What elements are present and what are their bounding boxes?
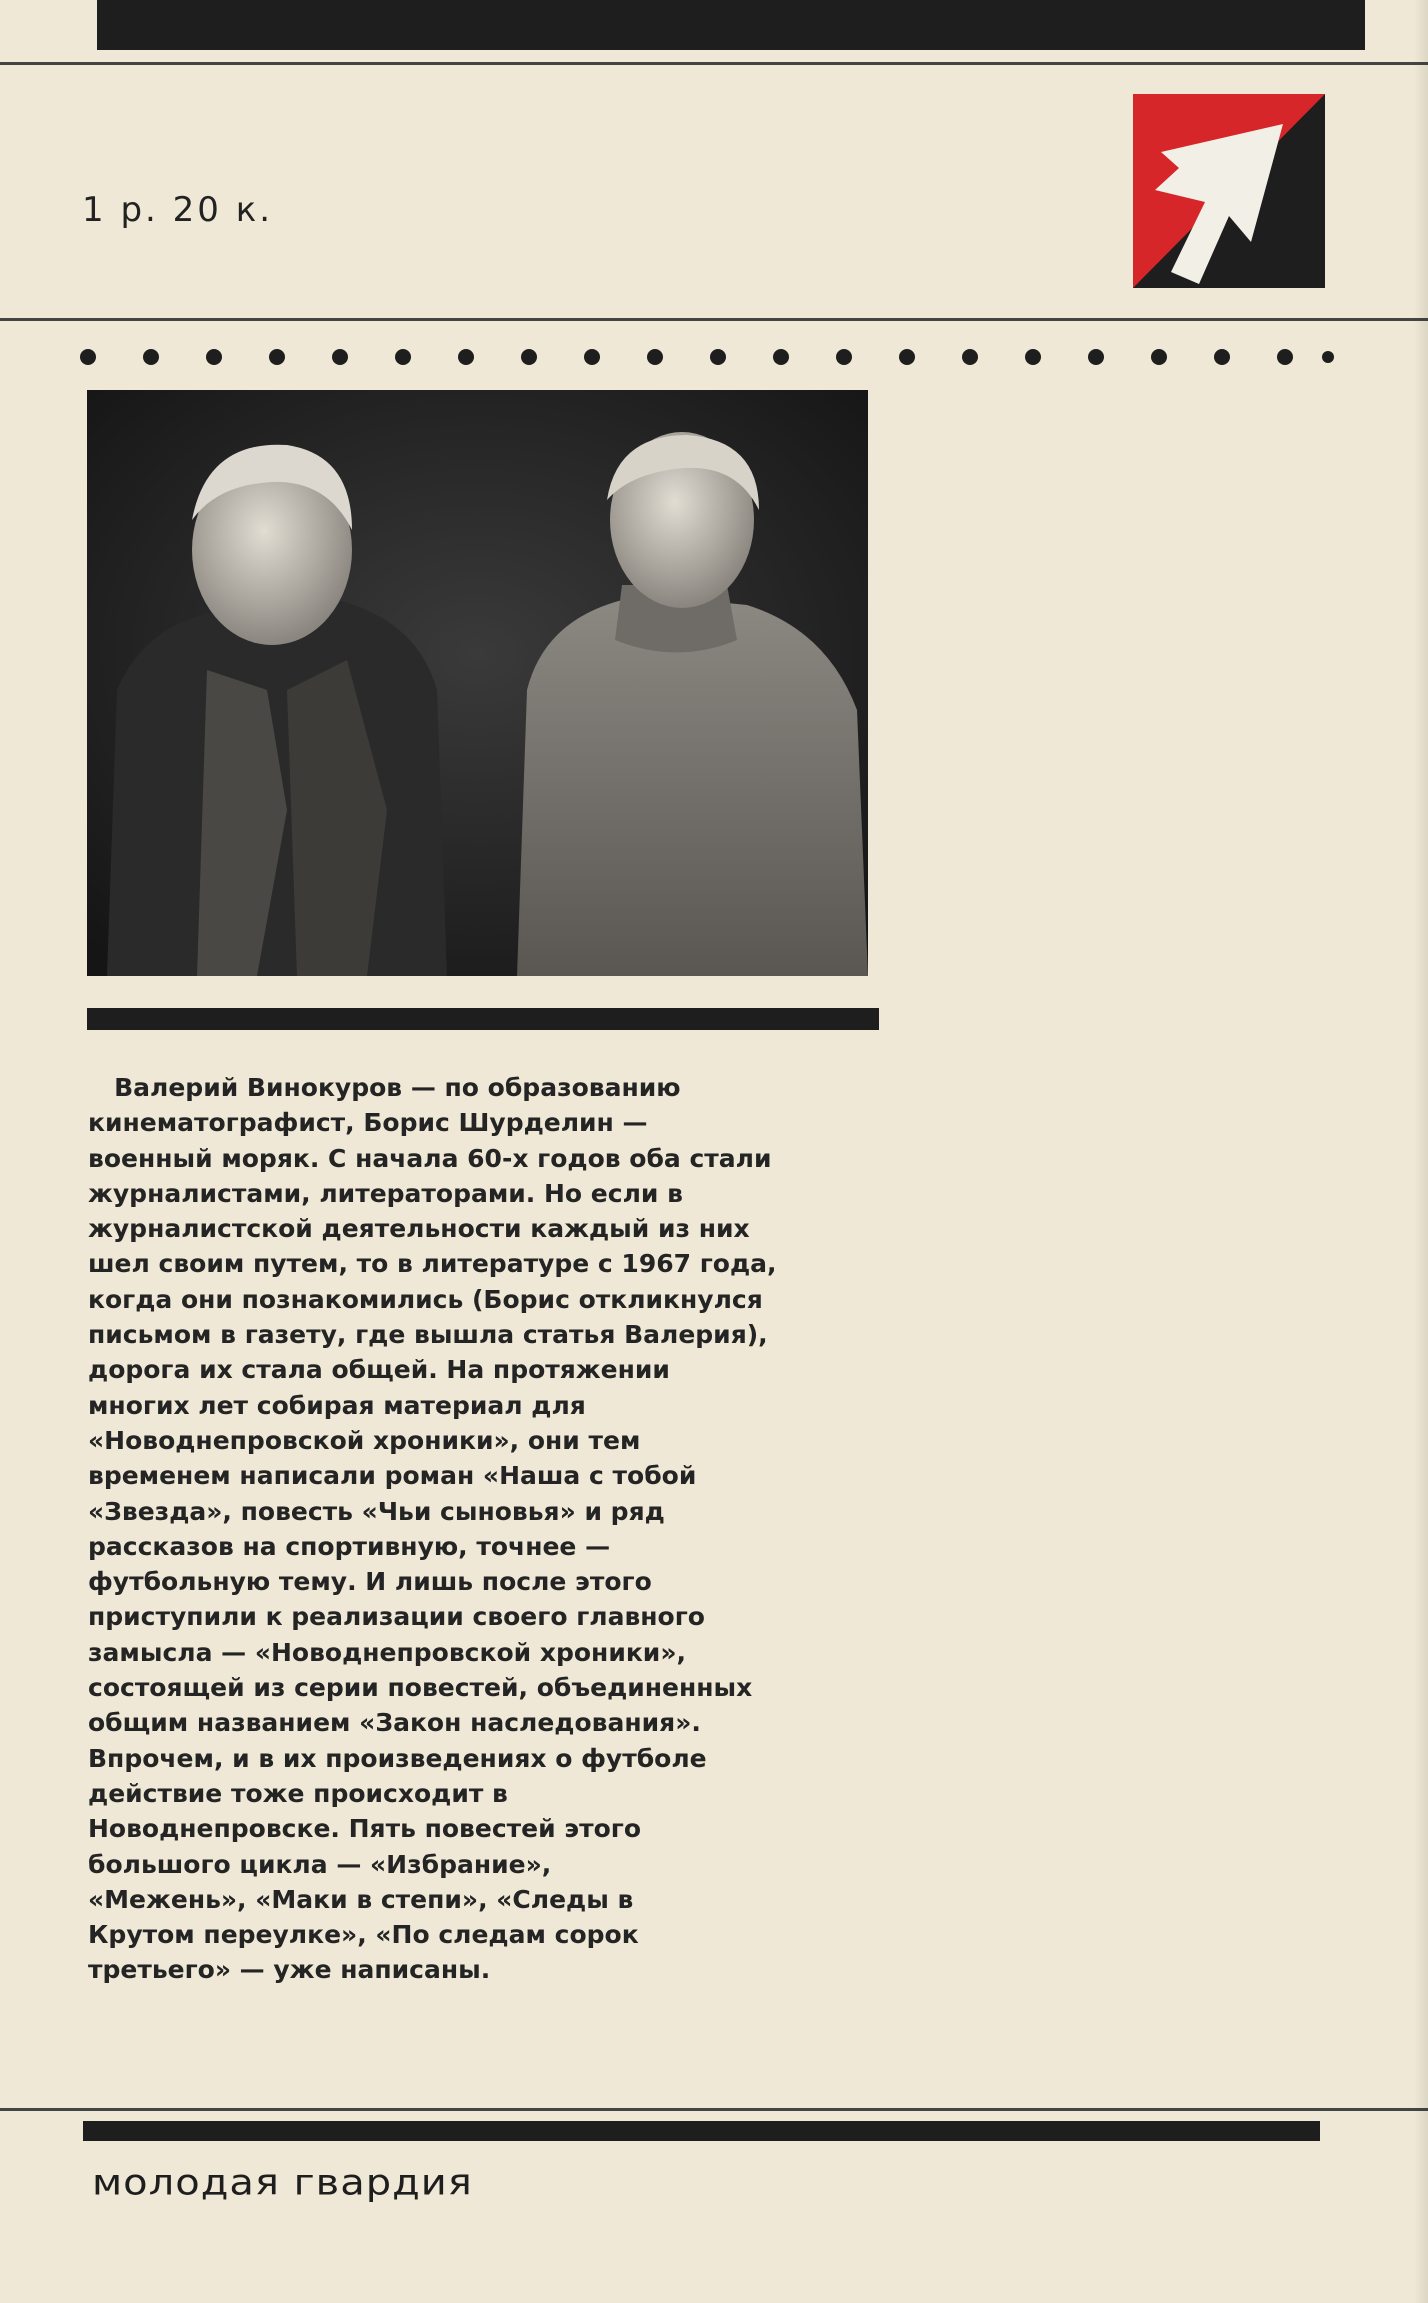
divider-bottom: [0, 2108, 1428, 2111]
page-edge-shadow: [1414, 0, 1428, 2303]
price-label: 1 р. 20 к.: [82, 190, 274, 230]
bio-line: журналистской деятельности каждый из них: [88, 1214, 750, 1244]
bio-line: приступили к реализации своего главного: [88, 1602, 705, 1632]
bio-line: Новоднепровске. Пять повестей этого: [88, 1814, 642, 1844]
bio-line: военный моряк. С начала 60-х годов оба стали: [88, 1143, 772, 1173]
bio-line: Впрочем, и в их произведениях о футболе: [88, 1743, 707, 1773]
bio-line: Крутом переулке», «По следам сорок: [88, 1920, 639, 1950]
bio-line: футбольную тему. И лишь после этого: [88, 1567, 652, 1597]
bio-line: многих лет собирая материал для: [88, 1390, 586, 1420]
bio-line: общим названием «Закон наследования».: [88, 1708, 701, 1738]
bio-line: третьего» — уже написаны.: [88, 1955, 491, 1985]
author-portrait-photo: [87, 390, 868, 976]
bio-line: когда они познакомились (Борис откликнулся: [88, 1284, 763, 1314]
bottom-thick-rule: [83, 2121, 1320, 2141]
bio-line: большого цикла — «Избрание»,: [88, 1849, 552, 1879]
bio-line: шел своим путем, то в литературе с 1967 года,: [88, 1249, 777, 1279]
bio-line: дорога их стала общей. На протяжении: [88, 1355, 670, 1385]
dot-row: [78, 345, 1338, 369]
bio-line: замысла — «Новоднепровской хроники»,: [88, 1637, 686, 1667]
bio-line: действие тоже происходит в: [88, 1778, 508, 1808]
bio-line: журналистами, литераторами. Но если в: [88, 1178, 683, 1208]
authors-biography: [88, 1070, 888, 1988]
divider-middle: [0, 318, 1428, 321]
top-black-bar: [97, 0, 1365, 50]
arrow-logo-icon: [1133, 94, 1325, 288]
bio-line: Валерий Винокуров — по образованию: [88, 1073, 681, 1102]
divider-top: [0, 62, 1428, 65]
publisher-logotype: молодая гвардия: [92, 2162, 473, 2204]
bio-line: кинематографист, Борис Шурделин —: [88, 1108, 648, 1138]
bio-line: письмом в газету, где вышла статья Валерия),: [88, 1320, 768, 1350]
bio-line: «Межень», «Маки в степи», «Следы в: [88, 1884, 634, 1914]
bio-line: рассказов на спортивную, точнее —: [88, 1531, 611, 1561]
bio-line: временем написали роман «Наша с тобой: [88, 1461, 697, 1491]
thick-rule: [87, 1008, 879, 1030]
bio-line: состоящей из серии повестей, объединенных: [88, 1673, 753, 1703]
bio-line: «Новоднепровской хроники», они тем: [88, 1425, 641, 1455]
bio-line: «Звезда», повесть «Чьи сыновья» и ряд: [88, 1496, 665, 1526]
